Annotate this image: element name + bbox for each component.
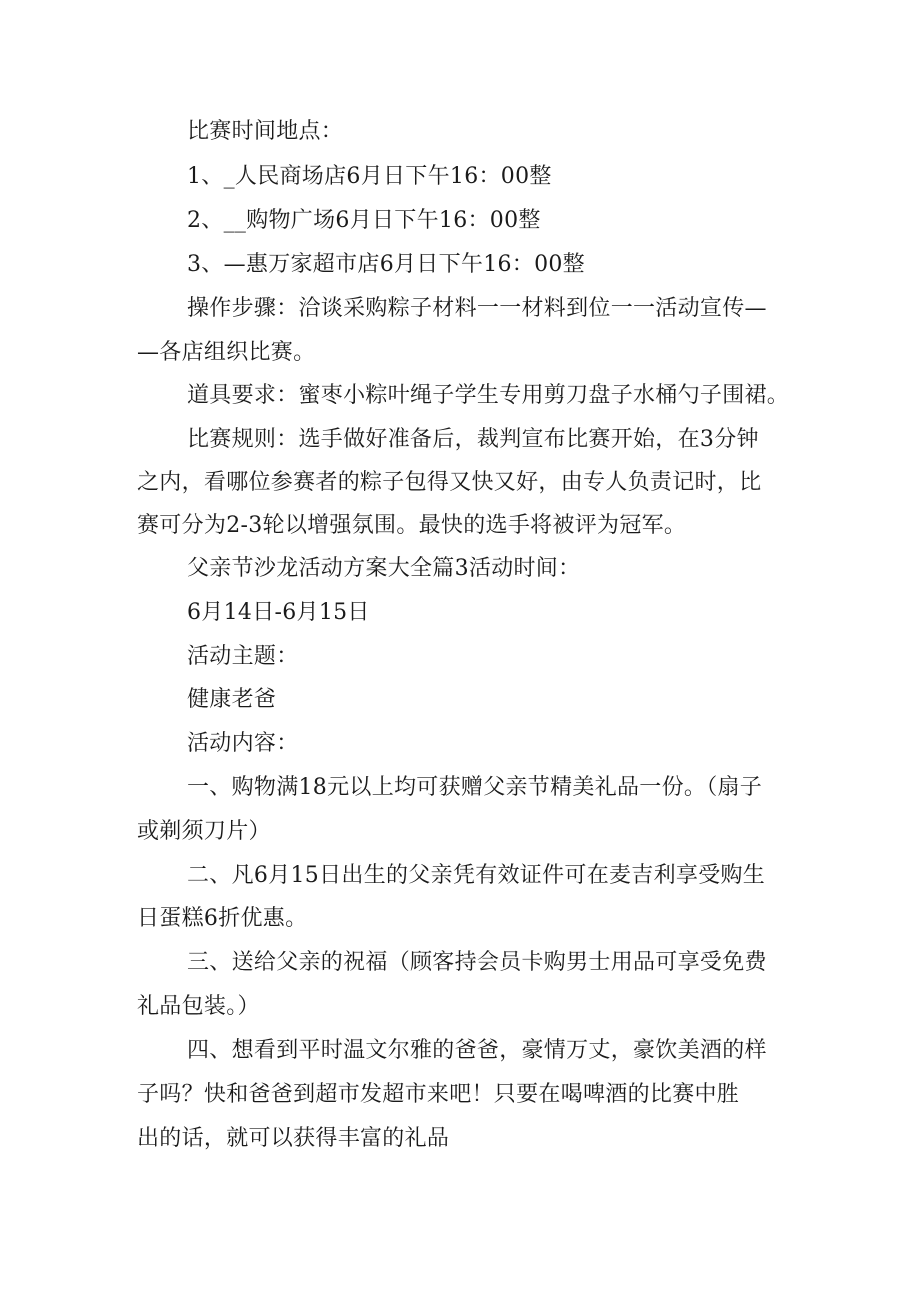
content-item-4-line-3: 出的话，就可以获得丰富的礼品 bbox=[137, 1126, 450, 1151]
paragraph-rules-line-3: 赛可分为2-3轮以增强氛围。最快的选手将被评为冠军。 bbox=[137, 513, 687, 538]
content-item-2-line-2: 日蛋糕6折优惠。 bbox=[137, 906, 308, 931]
paragraph-steps-line-2: —各店组织比赛。 bbox=[137, 340, 316, 365]
content-item-4-line-2: 子吗？快和爸爸到超市发超市来吧！只要在喝啤酒的比赛中胜 bbox=[137, 1082, 740, 1107]
content-item-2-line-1: 二、凡6月15日出生的父亲凭有效证件可在麦吉利享受购生 bbox=[187, 863, 766, 888]
activity-dates: 6月14日-6月15日 bbox=[187, 600, 370, 625]
paragraph-props: 道具要求：蜜枣小粽叶绳子学生专用剪刀盘子水桶勺子围裙。 bbox=[187, 383, 790, 408]
paragraph-rules-line-1: 比赛规则：选手做好准备后，裁判宣布比赛开始，在3分钟 bbox=[187, 427, 759, 452]
content-item-1-line-2: 或剃须刀片） bbox=[137, 819, 271, 844]
list-item-3: 3、—惠万家超市店6月日下午16：00整 bbox=[187, 252, 585, 277]
section-heading-time-location: 比赛时间地点： bbox=[187, 119, 344, 144]
content-item-4-line-1: 四、想看到平时温文尔雅的爸爸，豪情万丈，豪饮美酒的样 bbox=[187, 1038, 767, 1063]
content-item-3-line-2: 礼品包装。） bbox=[137, 994, 260, 1019]
section-heading-fathers-day: 父亲节沙龙活动方案大全篇3活动时间： bbox=[187, 556, 581, 581]
content-item-1-line-1: 一、购物满18元以上均可获赠父亲节精美礼品一份。（扇子 bbox=[187, 775, 763, 800]
paragraph-rules-line-2: 之内，看哪位参赛者的粽子包得又快又好，由专人负责记时，比 bbox=[137, 470, 762, 495]
section-heading-content: 活动内容： bbox=[187, 731, 299, 756]
section-heading-theme: 活动主题： bbox=[187, 644, 299, 669]
content-item-3-line-1: 三、送给父亲的祝福（顾客持会员卡购男士用品可享受免费 bbox=[187, 950, 767, 975]
list-item-2: 2、__购物广场6月日下午16：00整 bbox=[187, 208, 541, 233]
theme-value: 健康老爸 bbox=[187, 687, 277, 712]
list-item-1: 1、_人民商场店6月日下午16：00整 bbox=[187, 164, 552, 189]
paragraph-steps-line-1: 操作步骤：洽谈采购粽子材料一一材料到位一一活动宣传— bbox=[187, 296, 767, 321]
